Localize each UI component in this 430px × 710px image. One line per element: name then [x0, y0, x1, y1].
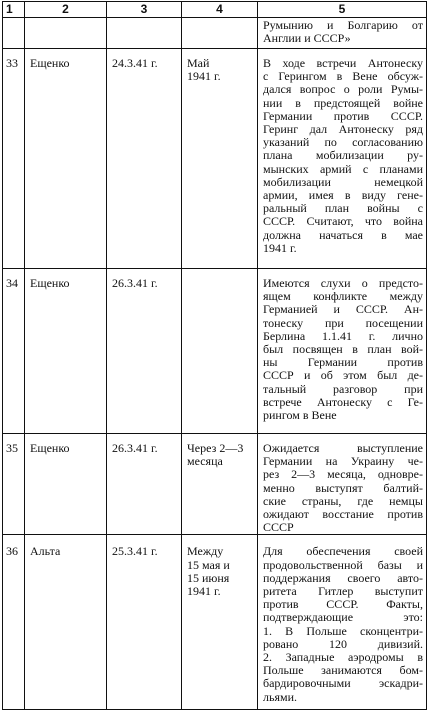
text-line: Геринг дал Антонеску ряд	[263, 122, 423, 137]
row-number: 33	[6, 56, 18, 70]
cell-date	[107, 535, 182, 710]
text-line: Румынию и Болгарию от	[263, 18, 423, 32]
cell-term	[182, 49, 258, 269]
text-line: менно выступят балтий-	[263, 480, 423, 495]
text-line: СССР и об этом был де-	[263, 368, 423, 383]
text-line: продовольственной базы и	[263, 557, 423, 572]
cell-source	[25, 434, 107, 535]
text-line: Германией и СССР. Ан-	[263, 302, 423, 317]
cell-date	[107, 18, 182, 49]
text-line: поддержания своего авто-	[263, 570, 423, 585]
cell-term	[182, 434, 258, 535]
cell-num	[3, 434, 25, 535]
source-name: Ещенко	[30, 56, 70, 70]
text-line: Имеются слухи о предсто-	[263, 276, 423, 290]
cell-source	[25, 269, 107, 434]
text-line: ящем конфликте между	[263, 289, 423, 304]
intelligence-reports-table	[2, 1, 427, 710]
report-rows	[3, 49, 427, 710]
cell-source	[25, 535, 107, 710]
term-line: 15 мая и	[187, 557, 230, 572]
text-line: армии, имея в виду гене-	[263, 188, 423, 203]
text-line: был посвящен в план вой-	[263, 342, 423, 357]
cell-text	[258, 49, 427, 269]
text-line: Англии и СССР»	[263, 31, 351, 46]
report-date: 25.3.41 г.	[112, 544, 158, 559]
text-line: Польше занимаются бом-	[263, 663, 423, 678]
text-line: 2. Западные аэродромы в	[263, 650, 423, 665]
term-line: 15 июня	[187, 570, 230, 585]
cell-date	[107, 269, 182, 434]
text-line: должна начаться в мае	[263, 227, 423, 242]
text-line: нии в предстоящей войне	[263, 95, 423, 110]
cell-source	[25, 18, 107, 49]
source-name: Ещенко	[30, 276, 70, 290]
text-line: против СССР. Факты,	[263, 597, 423, 612]
text-line: Для обеспечения своей	[263, 544, 423, 559]
term-line: Май	[187, 56, 210, 70]
text-line: Германии против СССР.	[263, 108, 423, 123]
cell-date	[107, 434, 182, 535]
header-col-1: 1	[3, 2, 25, 18]
text-line: ровано 120 дивизий.	[263, 636, 423, 651]
report-date: 26.3.41 г.	[112, 276, 158, 290]
text-line: плана мобилизации ру-	[263, 148, 423, 163]
cell-text	[258, 535, 427, 710]
term-line: Между	[187, 544, 224, 559]
row-number: 36	[6, 544, 18, 559]
text-line: подтверждающие это:	[263, 610, 423, 625]
text-line: 1941 г.	[263, 240, 297, 255]
row-number: 34	[6, 276, 18, 290]
text-line: рез 2—3 месяца, одновре-	[263, 467, 423, 482]
report-date: 24.3.41 г.	[112, 56, 158, 70]
cell-term	[182, 269, 258, 434]
text-line: Ожидается выступление	[263, 441, 423, 455]
text-line: льями.	[263, 689, 297, 704]
text-line: Берлина 1.1.41 г. лично	[263, 328, 423, 343]
table-row	[3, 434, 427, 535]
header-col-3: 3	[107, 2, 182, 18]
cell-date	[107, 49, 182, 269]
text-line: тальный разговор при	[263, 381, 423, 396]
cell-num	[3, 269, 25, 434]
cell-text	[258, 434, 427, 535]
text-line: СССР	[263, 520, 294, 535]
continuation-row	[3, 18, 427, 49]
text-line: СССР. Считают, что война	[263, 214, 423, 229]
cell-term	[182, 535, 258, 710]
text-line: тонеску при посещении	[263, 315, 423, 330]
text-line: ские страны, где немцы	[263, 493, 423, 508]
cell-num	[3, 18, 25, 49]
cell-source	[25, 49, 107, 269]
text-line: ны Германии против	[263, 355, 423, 370]
text-line: ритета Гитлер выступит	[263, 584, 423, 599]
header-col-4: 4	[182, 2, 258, 18]
text-line: с Герингом в Вене обсуж-	[263, 69, 423, 84]
text-line: Германии на Украину че-	[263, 454, 423, 469]
table-row	[3, 269, 427, 434]
cell-text	[258, 18, 427, 49]
header-col-2: 2	[25, 2, 107, 18]
report-date: 26.3.41 г.	[112, 441, 158, 455]
text-line: указаний по согласованию	[263, 135, 423, 150]
text-line: мынских армий с планами	[263, 161, 423, 176]
text-line: встрече Антонеску с Ге-	[263, 394, 423, 409]
term-line: 1941 г.	[187, 584, 221, 599]
text-line: 1. В Польше сконцентри-	[263, 623, 423, 638]
table-row	[3, 535, 427, 710]
cell-term	[182, 18, 258, 49]
cell-num	[3, 49, 25, 269]
term-line: 1941 г.	[187, 69, 221, 84]
text-line: ральный план войны с	[263, 201, 423, 216]
term-line: месяца	[187, 454, 223, 469]
text-line: рингом в Вене	[263, 408, 337, 423]
text-line: бардировочными эскадри-	[263, 676, 423, 691]
row-number: 35	[6, 441, 18, 455]
text-line: В ходе встречи Антонеску	[263, 56, 423, 70]
source-name: Ещенко	[30, 441, 70, 455]
text-line: дался вопрос о роли Румы-	[263, 82, 423, 97]
term-line: Через 2—3	[187, 441, 244, 455]
header-col-5: 5	[258, 2, 427, 18]
text-line: ожидают восстание против	[263, 507, 423, 522]
header-row	[3, 2, 427, 18]
table-row	[3, 49, 427, 269]
cell-num	[3, 535, 25, 710]
source-name: Альта	[30, 544, 61, 559]
cell-text	[258, 269, 427, 434]
text-line: мобилизации немецкой	[263, 174, 423, 189]
